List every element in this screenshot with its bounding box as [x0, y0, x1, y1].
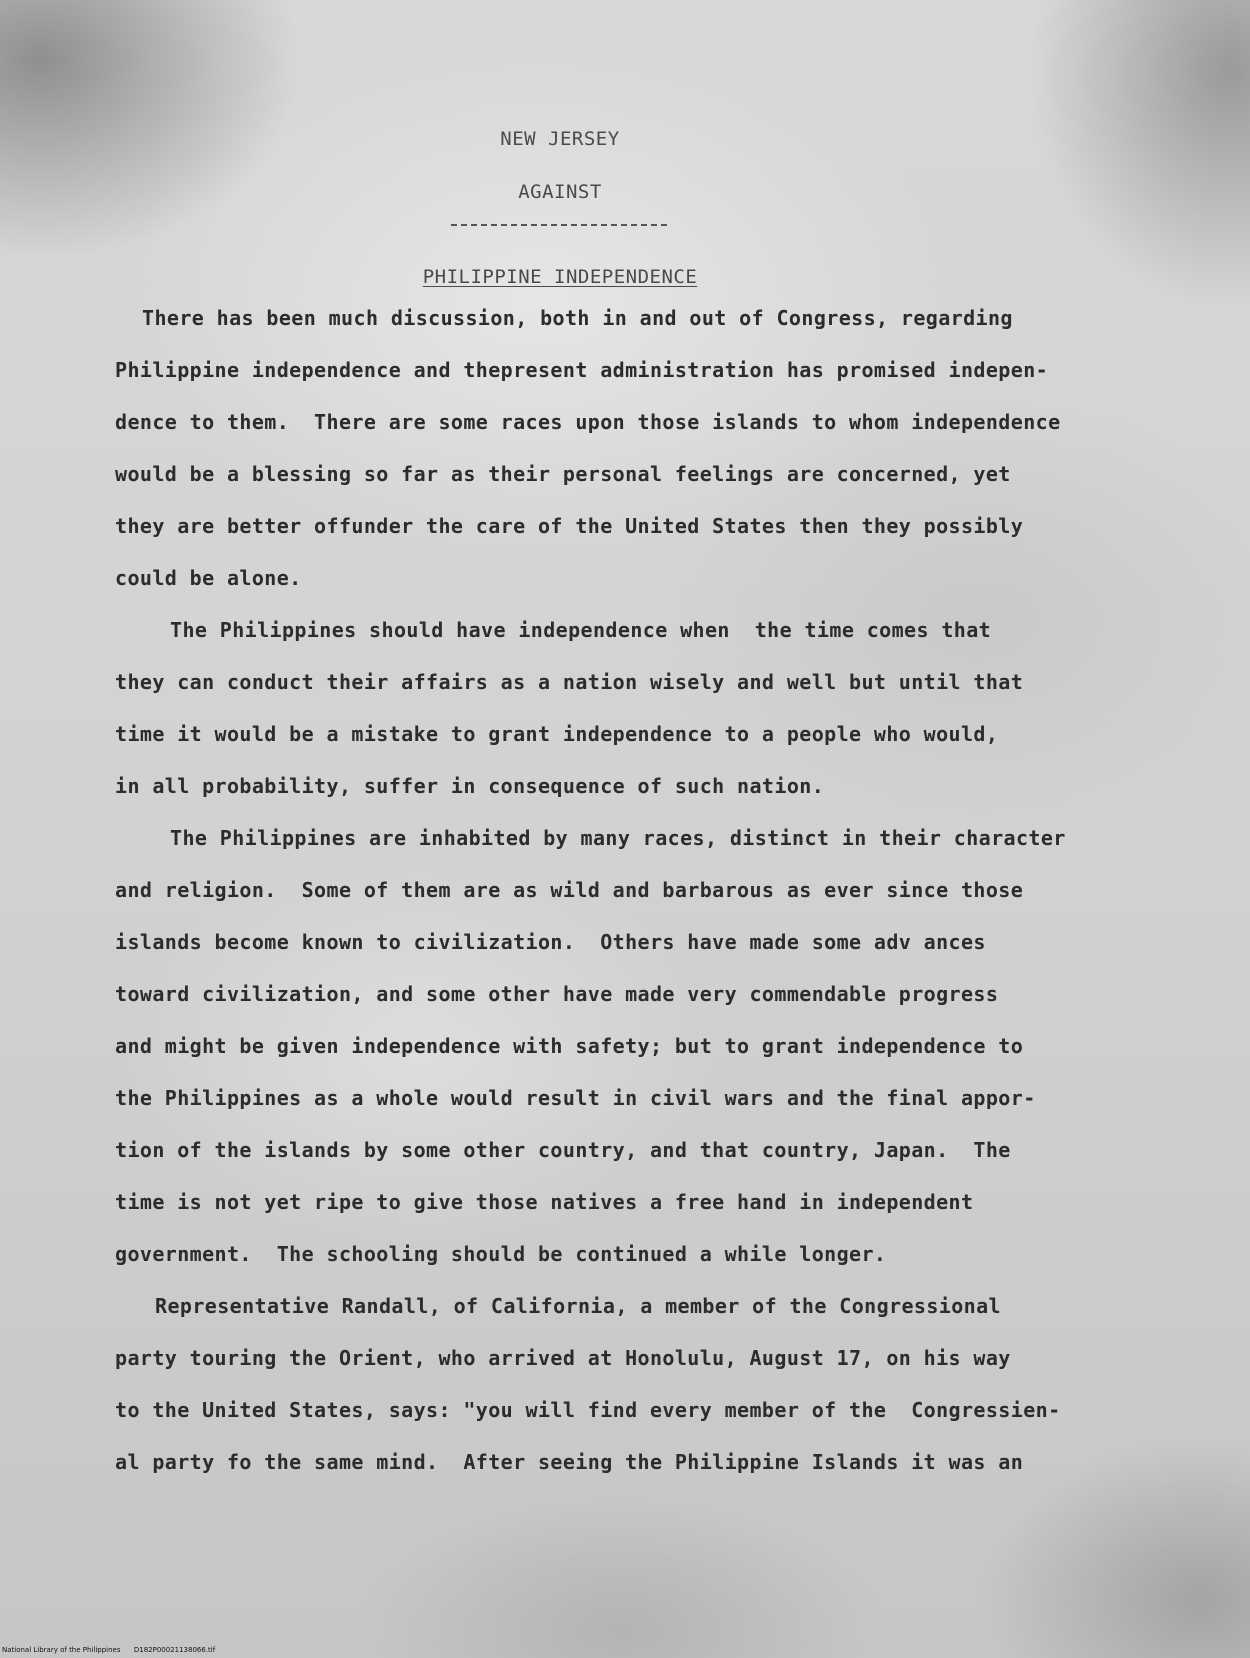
body-line: Philippine independence and thepresent administration has promised indepen-	[115, 358, 1049, 382]
heading-against: AGAINST	[518, 181, 602, 203]
body-line: The Philippines should have independence when the time comes that	[170, 618, 992, 642]
body-line: in all probability, suffer in consequence of such nation.	[115, 774, 825, 798]
body-line: islands become known to civilization. Others have made some adv ances	[115, 930, 986, 954]
body-line: the Philippines as a whole would result in civil wars and the final appor-	[115, 1086, 1036, 1110]
body-line: government. The schooling should be continued a while longer.	[115, 1242, 887, 1266]
body-line: tion of the islands by some other country, and that country, Japan. The	[115, 1138, 1011, 1162]
heading-new-jersey: NEW JERSEY	[500, 128, 620, 150]
footer-source: National Library of the Philippines	[2, 1646, 121, 1654]
body-line: al party fo the same mind. After seeing the Philippine Islands it was an	[115, 1450, 1024, 1474]
body-line: they are better offunder the care of the United States then they possibly	[115, 514, 1024, 538]
body-line: time is not yet ripe to give those natives a free hand in independent	[115, 1190, 974, 1214]
heading-philippine-independence: PHILIPPINE INDEPENDENCE	[422, 266, 698, 288]
body-line: and might be given independence with safety; but to grant independence to	[115, 1034, 1024, 1058]
body-line: could be alone.	[115, 566, 302, 590]
body-line: time it would be a mistake to grant independence to a people who would,	[115, 722, 999, 746]
body-line: to the United States, says: "you will find every member of the Congressien-	[115, 1398, 1061, 1422]
body-line: they can conduct their affairs as a nation wisely and well but until that	[115, 670, 1024, 694]
body-line: The Philippines are inhabited by many races, distinct in their character	[170, 826, 1066, 850]
dashed-divider	[451, 224, 667, 226]
body-line: toward civilization, and some other have made very commendable progress	[115, 982, 999, 1006]
scan-footer	[2, 1646, 215, 1654]
body-line: Representative Randall, of California, a member of the Congressional	[155, 1294, 1001, 1318]
body-line: dence to them. There are some races upon those islands to whom independence	[115, 410, 1061, 434]
body-line: and religion. Some of them are as wild and barbarous as ever since those	[115, 878, 1024, 902]
footer-file: D182P00021138066.tif	[133, 1646, 216, 1654]
body-line: There has been much discussion, both in and out of Congress, regarding	[142, 306, 1013, 330]
body-line: party touring the Orient, who arrived at Honolulu, August 17, on his way	[115, 1346, 1011, 1370]
body-line: would be a blessing so far as their personal feelings are concerned, yet	[115, 462, 1011, 486]
